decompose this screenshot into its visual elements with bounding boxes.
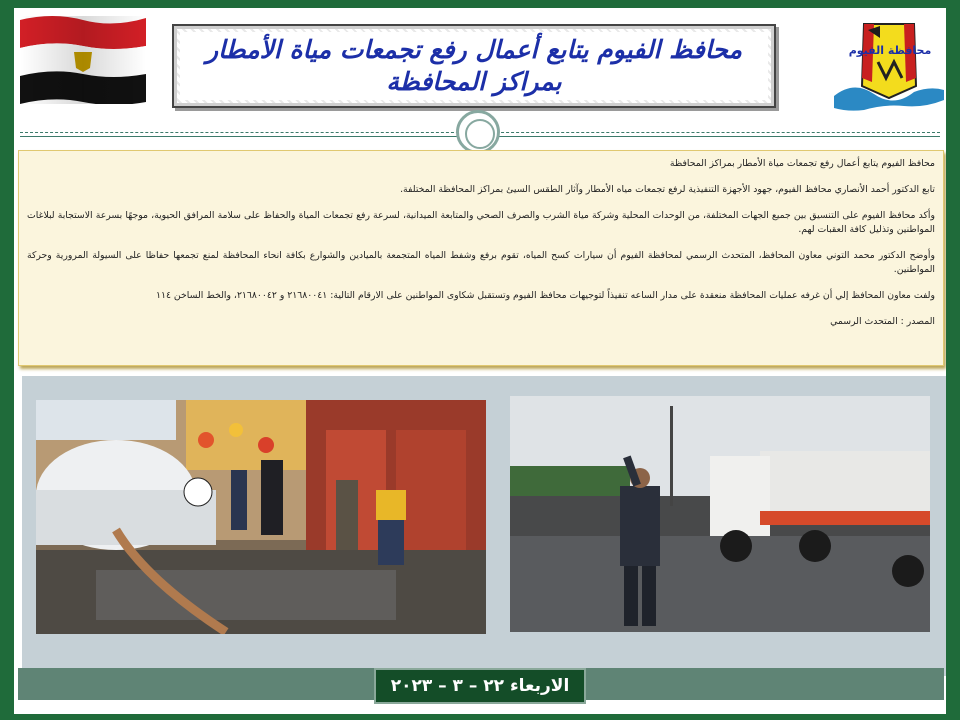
official-with-tanker-photo [510,396,930,632]
fayoum-governorate-logo [834,16,944,116]
article-paragraph: ولفت معاون المحافظ إلي أن غرفه عمليات المحافظة منعقدة على مدار الساعه تنفيذاً لتوجيهات محافظ الفيوم وتستقبل شكاوى المواطنين على الارقام التالية: ٢١٦٨٠٠٤١ و ٢١٦٨٠٠٤٢، والخط الساخن ١١٤ [155,290,935,301]
publish-date: الاربعاء ٢٢ – ٣ – ٢٠٢٣ [390,676,570,696]
date-badge [374,668,586,704]
article-paragraph: تابع الدكتور أحمد الأنصاري محافظ الفيوم، جهود الأجهزة التنفيذية لرفع تجمعات مياه الأمطار وآثار الطقس السيئ بمراكز المحافظة المختلفة. [400,184,935,195]
egypt-flag-icon [18,12,148,104]
logo-text: محافظة الفيوم [848,44,932,57]
divider-medallion [456,110,500,154]
article-paragraph: وأكد محافظ الفيوم على التنسيق بين جميع الجهات المختلفة، من الوحدات المحلية وشركة مياة الشرب والصرف الصحي والمتابعة الميدانية، لسرعة رفع تجمعات المياة والحفاظ على سلامة المرافق الحيوية، موجهًا بسرعة الاستجابة لبلاغات المواطنين وتذليل كافة العقبات لهم. [27,210,935,235]
headline-frame [172,24,776,108]
news-page [14,8,946,714]
headline-line-1: محافظ الفيوم يتابع أعمال رفع تجمعات مياة الأمطار [206,35,742,64]
article-source: المصدر : المتحدث الرسمي [830,316,935,327]
article-paragraph: وأوضح الدكتور محمد التوني معاون المحافظ، المتحدث الرسمي لمحافظة الفيوم أن سيارات كسح المياه، تقوم برفع وشفط المياه المتجمعة بالميادين والشوارع بكافة انحاء المحافظة لمنع تجمعها حفاظا على السيولة المرورية وحركة المواطنين. [27,250,935,275]
headline-line-2: بمراكز المحافظة [386,67,562,96]
article-paragraph: محافظ الفيوم يتابع أعمال رفع تجمعات مياة الأمطار بمراكز المحافظة [669,158,935,169]
article-body [18,150,944,366]
street-pumping-photo [36,400,486,634]
